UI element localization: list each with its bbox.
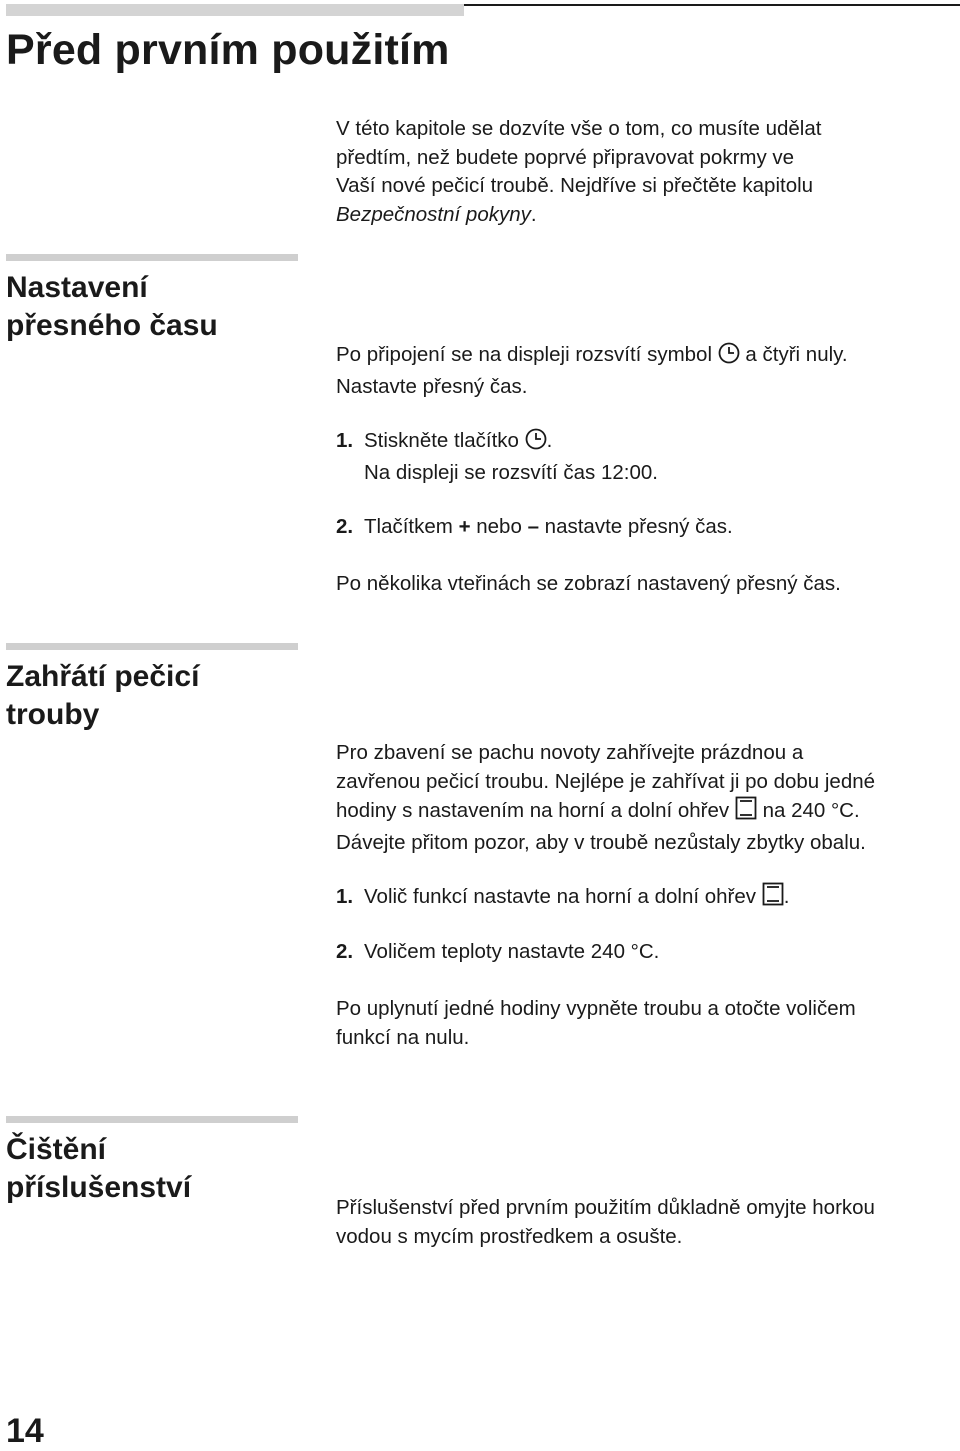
safety-chapter-link[interactable]: Bezpečnostní pokyny <box>336 202 531 226</box>
time-intro-paragraph: Po připojení se na displeji rozsvítí symbol a čtyři nuly. Nastavte přesný čas. <box>336 343 848 398</box>
intro-line: Vaší nové pečicí troubě. Nejdříve si přečtěte kapitolu <box>336 174 814 197</box>
heat-footer-note: Po uplynutí jedné hodiny vypněte troubu a otočte voličem funkcí na nulu. <box>336 997 856 1049</box>
heat-step-1: 1. Volič funkcí nastavte na horní a dolní ohřev . <box>336 882 789 915</box>
clock-icon <box>525 428 547 459</box>
clock-icon <box>718 342 740 373</box>
heat-paragraph: Pro zbavení se pachu novoty zahřívejte prázdnou a zavřenou pečicí troubu. Nejlépe je zahřívat ji po dobu jedné hodiny s nastavením na horní a dolní ohřev na 240 °C. Dávejte přitom pozor, aby v troubě nezůstaly zbytky obalu. <box>336 741 876 854</box>
time-step-2: 2. Tlačítkem + nebo – nastavte přesný čas. <box>336 515 733 538</box>
heat-step-2: 2. Voličem teploty nastavte 240 °C. <box>336 940 660 963</box>
minus-button-label: – <box>527 515 539 538</box>
header-bar-accent <box>6 4 464 16</box>
section-bar-accessories <box>6 1116 298 1123</box>
top-bottom-heat-icon <box>762 882 784 915</box>
section-heading-heat: Zahřátí pečicí trouby <box>6 660 200 731</box>
page-number: 14 <box>6 1412 44 1450</box>
accessories-paragraph: Příslušenství před prvním použitím důkladně omyjte horkou vodou s mycím prostředkem a osušte. <box>336 1196 875 1248</box>
intro-line: V této kapitole se dozvíte vše o tom, co musíte udělat <box>336 117 822 140</box>
time-footer-note: Po několika vteřinách se zobrazí nastavený přesný čas. <box>336 572 841 595</box>
top-bottom-heat-icon <box>735 796 757 829</box>
page-title: Před prvním použitím <box>6 26 450 74</box>
section-bar-heat <box>6 643 298 650</box>
time-step-1: 1. Stiskněte tlačítko . Na displeji se rozsvítí čas 12:00. <box>336 429 658 484</box>
section-heading-accessories: Čištění příslušenství <box>6 1133 192 1204</box>
section-heading-time: Nastavení přesného času <box>6 271 218 342</box>
intro-line: Bezpečnostní pokyny. <box>336 202 537 226</box>
intro-paragraph <box>336 115 960 229</box>
intro-line: předtím, než budete poprvé připravovat pokrmy ve <box>336 145 795 169</box>
plus-button-label: + <box>458 515 471 538</box>
section-bar-time <box>6 254 298 261</box>
header-rule <box>464 4 960 6</box>
